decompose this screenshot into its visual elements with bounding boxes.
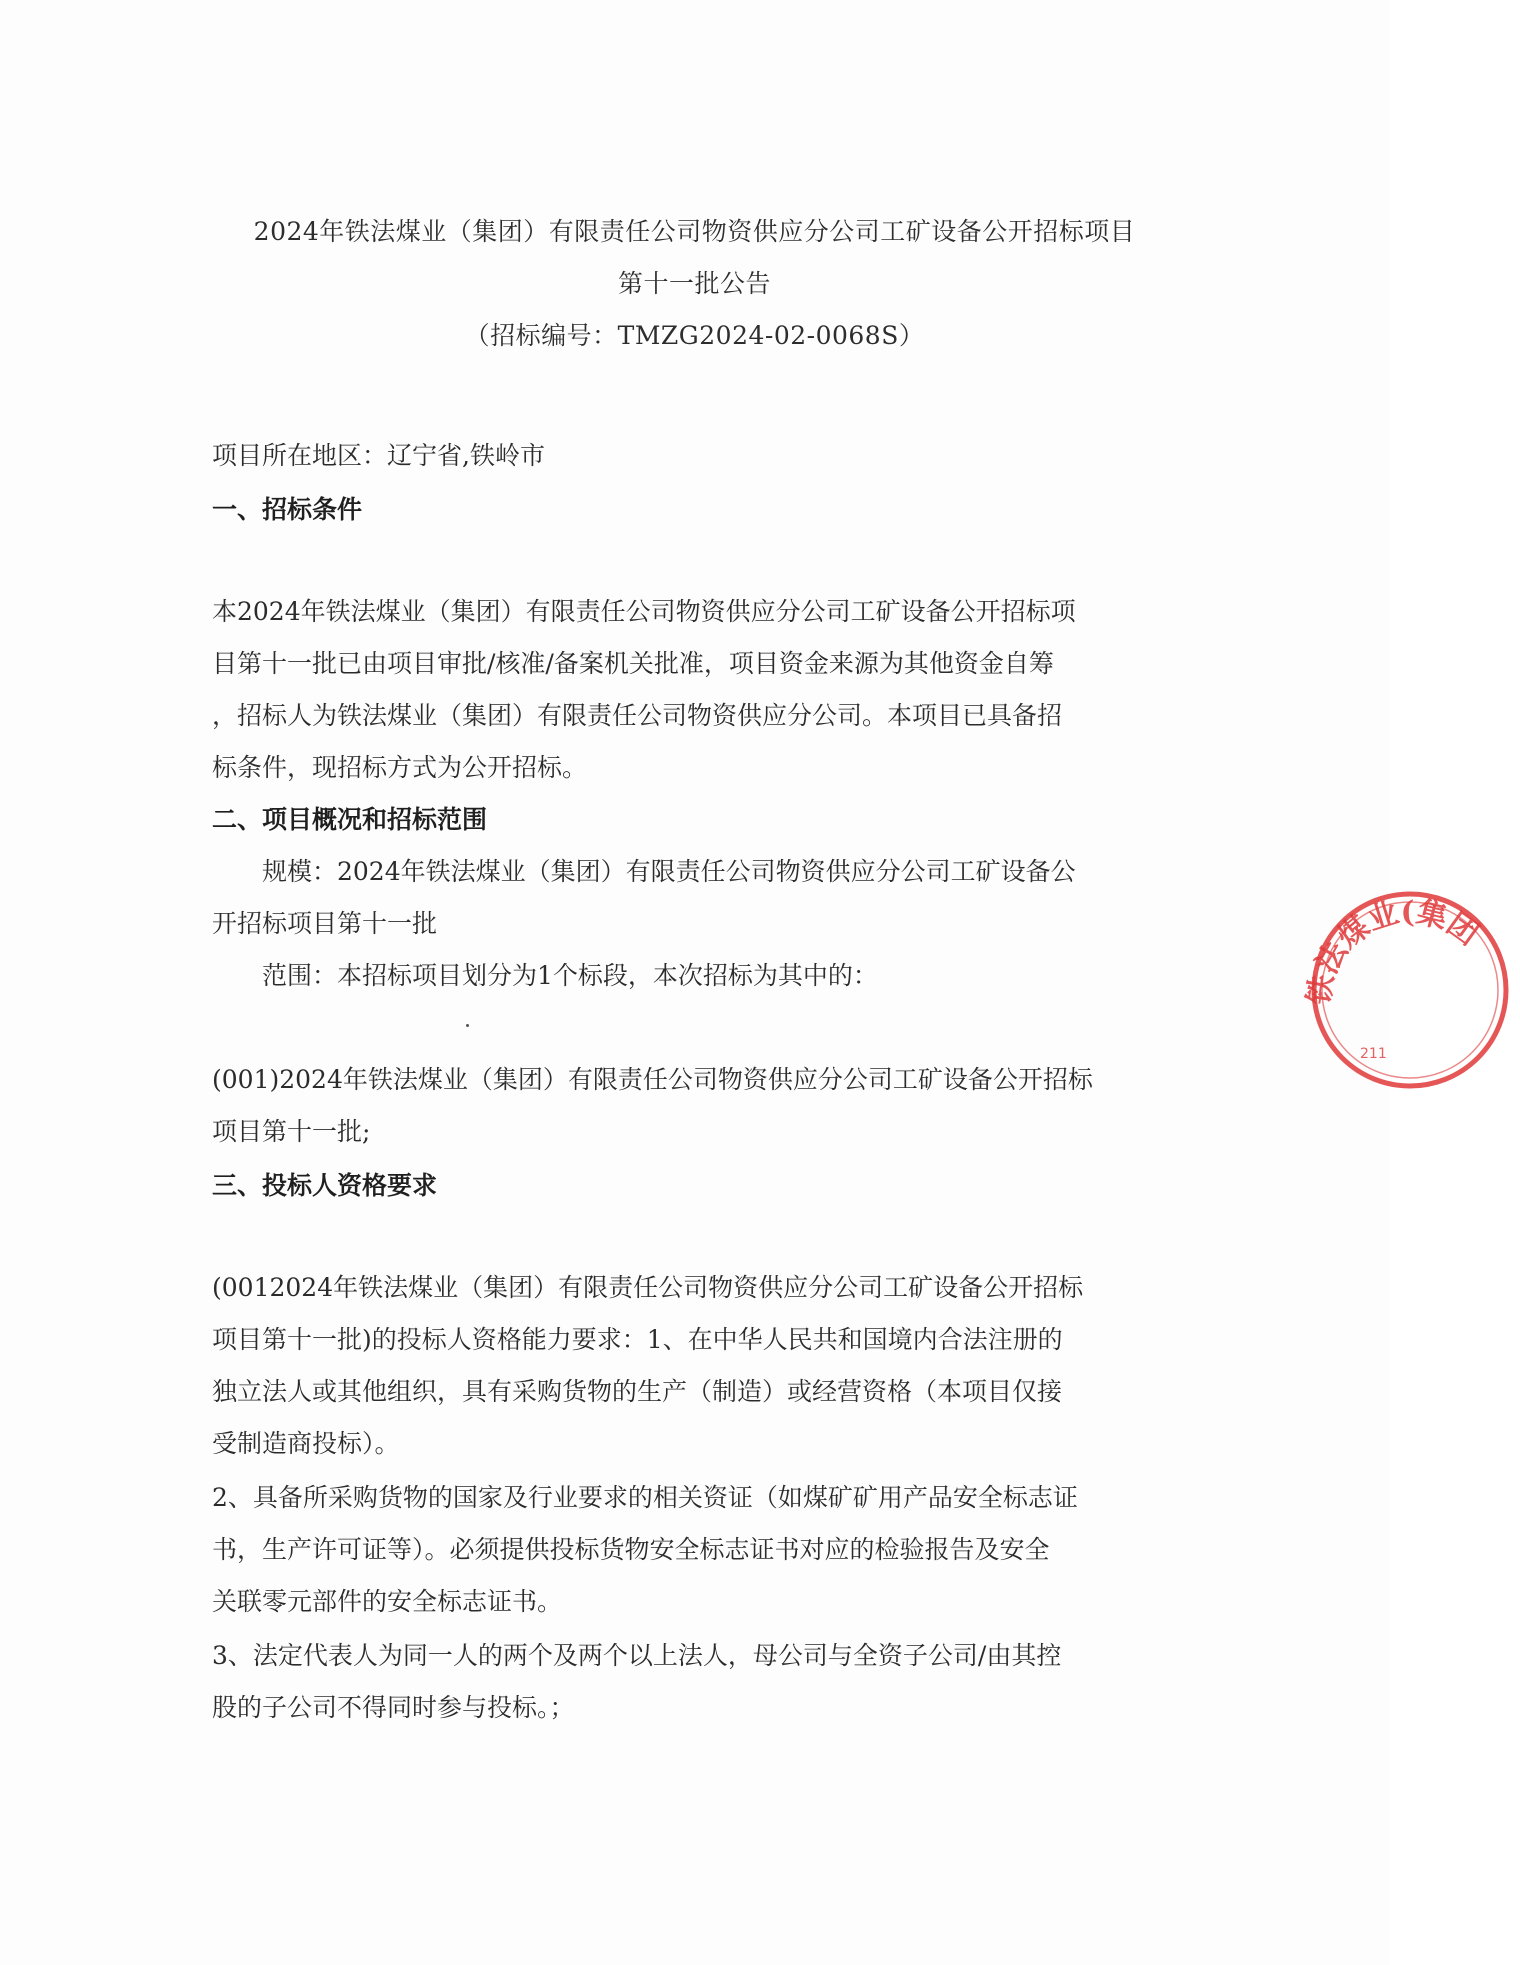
project-location: 项目所在地区：辽宁省,铁岭市 (212, 441, 545, 470)
tender-number: （招标编号：TMZG2024-02-0068S） (464, 321, 925, 350)
section-1-line: 本2024年铁法煤业（集团）有限责任公司物资供应分公司工矿设备公开招标项 (212, 597, 1076, 626)
section-3-line: 受制造商投标）。 (212, 1429, 400, 1458)
section-3-line: (0012024年铁法煤业（集团）有限责任公司物资供应分公司工矿设备公开招标 (212, 1273, 1084, 1302)
section-3-line: 书，生产许可证等）。必须提供投标货物安全标志证书对应的检验报告及安全 (212, 1535, 1050, 1564)
section-1-line: 目第十一批已由项目审批/核准/备案机关批准，项目资金来源为其他资金自筹 (212, 649, 1054, 678)
company-seal-stamp (1300, 880, 1520, 1100)
section-3-line: 独立法人或其他组织，具有采购货物的生产（制造）或经营资格（本项目仅接 (212, 1377, 1063, 1406)
document-title-line-2: 第十一批公告 (617, 269, 771, 298)
section-3-line: 股的子公司不得同时参与投标。； (212, 1693, 575, 1722)
section-1-line: ，招标人为铁法煤业（集团）有限责任公司物资供应分公司。本项目已具备招 (212, 701, 1063, 730)
section-1-line: 标条件，现招标方式为公开招标。 (212, 753, 588, 782)
section-2-lot-line: 项目第十一批; (212, 1117, 371, 1146)
document-title-line-1: 2024年铁法煤业（集团）有限责任公司物资供应分公司工矿设备公开招标项目 (253, 217, 1136, 246)
section-3-line: 项目第十一批)的投标人资格能力要求：1、在中华人民共和国境内合法注册的 (212, 1325, 1063, 1354)
section-2-heading: 二、项目概况和招标范围 (212, 805, 488, 834)
section-3-heading: 三、投标人资格要求 (212, 1171, 438, 1200)
scan-speck (466, 1024, 469, 1027)
section-3-line: 2、具备所采购货物的国家及行业要求的相关资证（如煤矿矿用产品安全标志证 (212, 1483, 1078, 1512)
section-2-scale-line: 规模：2024年铁法煤业（集团）有限责任公司物资供应分公司工矿设备公 (262, 857, 1076, 886)
section-2-scale-line: 开招标项目第十一批 (212, 909, 438, 938)
section-2-range-line: 范围：本招标项目划分为1个标段，本次招标为其中的： (262, 961, 878, 990)
section-3-line: 关联零元部件的安全标志证书。 (212, 1587, 563, 1616)
seal-number: 211 (1360, 1046, 1387, 1062)
section-1-heading: 一、招标条件 (212, 495, 363, 524)
seal-text: 铁法煤业(集团 (1301, 894, 1485, 1007)
section-3-line: 3、法定代表人为同一人的两个及两个以上法人，母公司与全资子公司/由其控 (212, 1641, 1062, 1670)
section-2-lot-line: (001)2024年铁法煤业（集团）有限责任公司物资供应分公司工矿设备公开招标 (212, 1065, 1093, 1094)
